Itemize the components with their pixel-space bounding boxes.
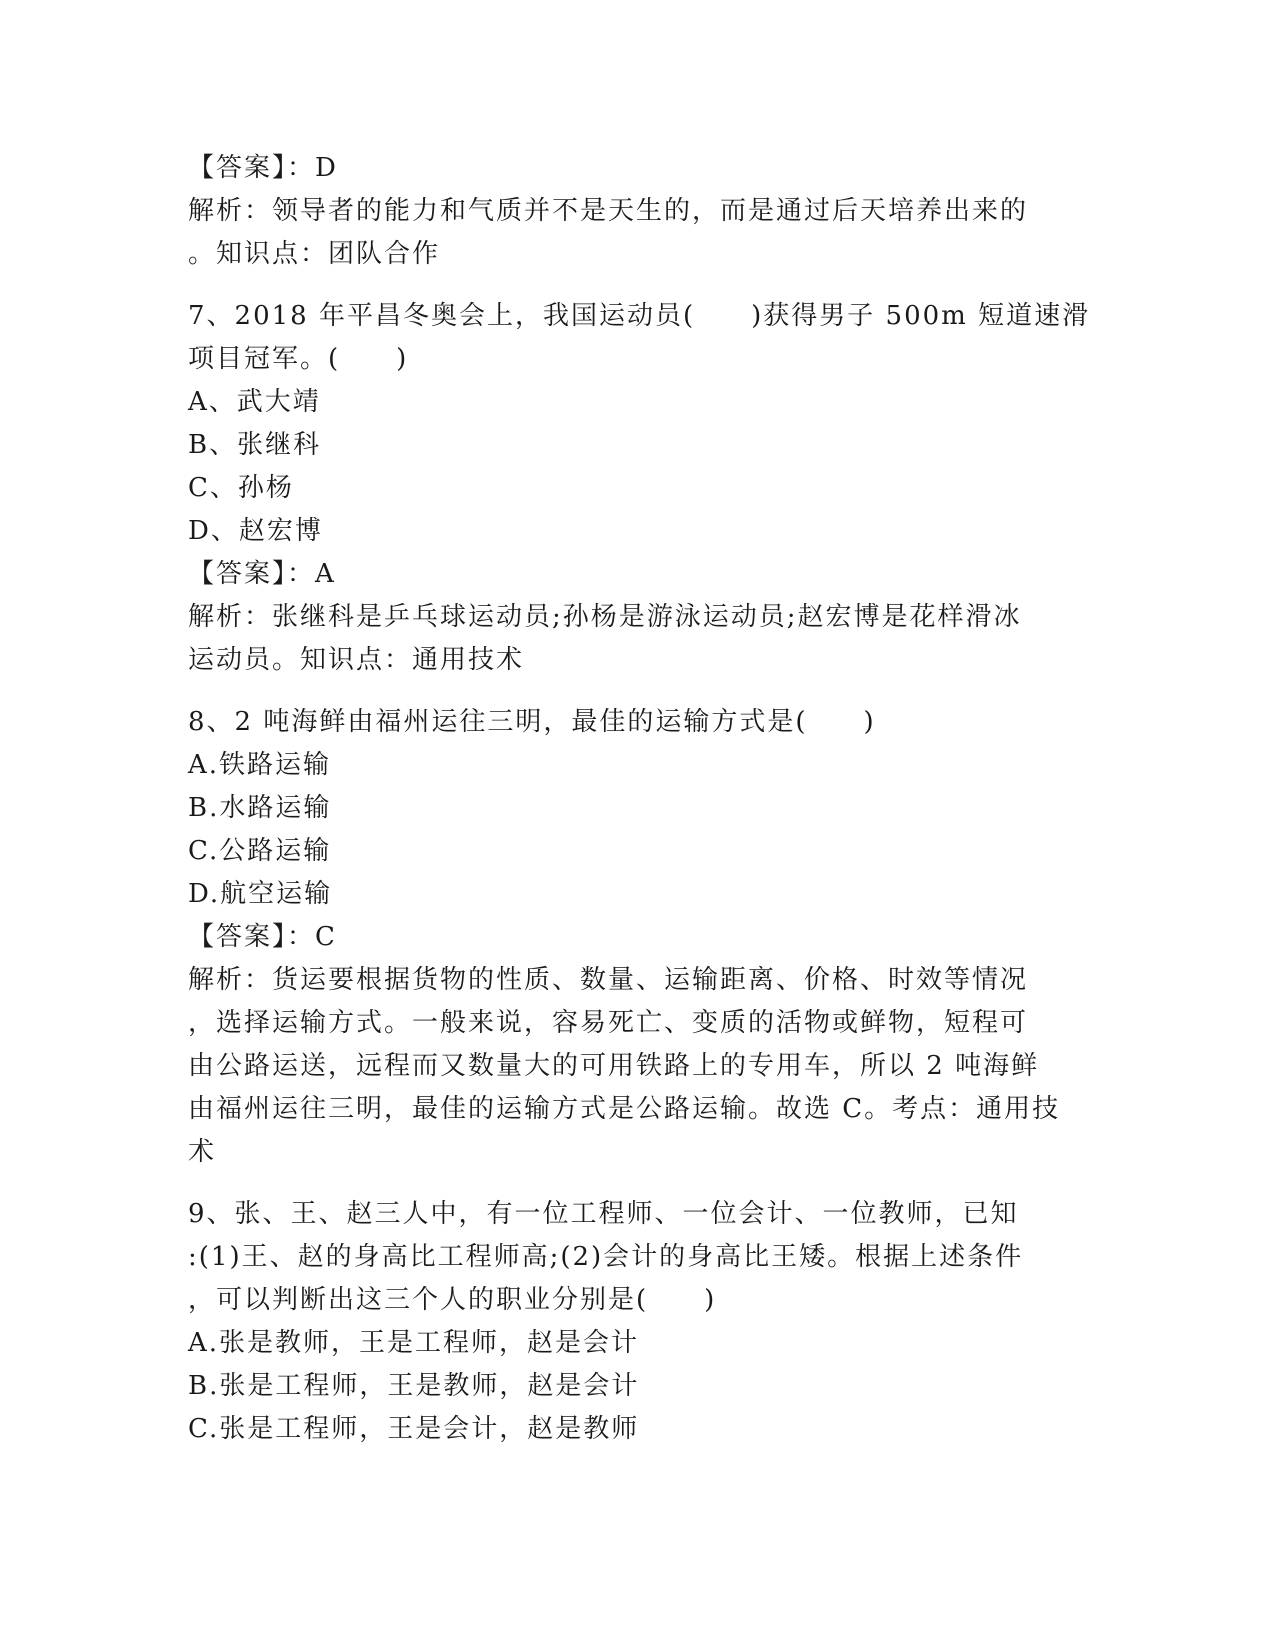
option-b: B、张继科 [188,430,322,460]
document-content [188,147,1091,1451]
answer-label: 【答案】：D [188,153,338,183]
explanation-text: 由福州运往三明，最佳的运输方式是公路运输。故选 C。考点：通用技 [188,1094,1061,1124]
answer-block-6 [188,147,1088,276]
option-c: C.张是工程师，王是会计，赵是教师 [188,1414,640,1444]
option-a: A、武大靖 [188,387,321,417]
question-text: 项目冠军。( ) [188,344,409,374]
explanation-text: 运动员。知识点：通用技术 [188,645,525,675]
explanation-text: 解析：张继科是乒乓球运动员;孙杨是游泳运动员;赵宏博是花样滑冰 [188,602,1022,632]
explanation-text: 解析：货运要根据货物的性质、数量、运输距离、价格、时效等情况 [188,965,1029,995]
explanation-text: 解析：领导者的能力和气质并不是天生的，而是通过后天培养出来的 [188,196,1029,226]
answer-label: 【答案】：C [188,922,337,952]
question-text: 8、2 吨海鲜由福州运往三明，最佳的运输方式是( ) [188,707,876,737]
option-b: B.水路运输 [188,793,332,823]
option-c: C、孙杨 [188,473,294,503]
explanation-text: 。知识点：团队合作 [188,239,441,269]
answer-label: 【答案】：A [188,559,336,589]
question-block-8 [188,701,1088,1174]
option-d: D.航空运输 [188,879,333,909]
explanation-text: 术 [188,1137,217,1167]
question-text: 9、张、王、赵三人中，有一位工程师、一位会计、一位教师，已知 [188,1199,1019,1229]
explanation-text: ，选择运输方式。一般来说，容易死亡、变质的活物或鲜物，短程可 [188,1008,1029,1038]
option-c: C.公路运输 [188,836,332,866]
option-d: D、赵宏博 [188,516,323,546]
option-a: A.铁路运输 [188,750,332,780]
option-a: A.张是教师，王是工程师，赵是会计 [188,1328,640,1358]
option-b: B.张是工程师，王是教师，赵是会计 [188,1371,640,1401]
block-gap [188,682,1088,701]
block-gap [188,276,1088,295]
block-gap [188,1174,1088,1193]
question-block-9 [188,1193,1088,1451]
question-text: :(1)王、赵的身高比工程师高;(2)会计的身高比王矮。根据上述条件 [188,1242,1024,1272]
question-block-7 [188,295,1091,682]
question-text: 7、2018 年平昌冬奥会上，我国运动员( )获得男子 500m 短道速滑 [188,301,1091,331]
explanation-text: 由公路运送，远程而又数量大的可用铁路上的专用车，所以 2 吨海鲜 [188,1051,1040,1081]
question-text: ，可以判断出这三个人的职业分别是( ) [188,1285,717,1315]
